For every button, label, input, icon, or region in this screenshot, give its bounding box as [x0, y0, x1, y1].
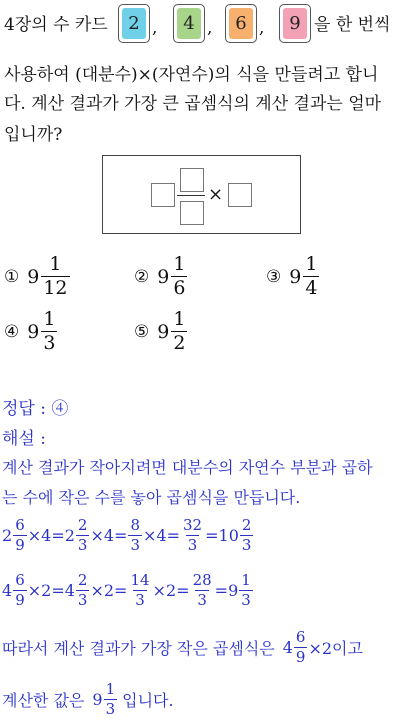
numerator: 1 — [305, 253, 318, 275]
denominator: 3 — [43, 332, 56, 354]
whole: 2 — [64, 526, 75, 545]
numerator: 1 — [105, 680, 116, 698]
problem-line2: 사용하여 (대분수)×(자연수)의 식을 만들려고 합니 — [4, 65, 379, 85]
numerator: 6 — [15, 516, 25, 534]
numerator: 1 — [173, 253, 186, 275]
operator: = — [205, 526, 219, 545]
fraction — [181, 518, 204, 553]
denominator: 9 — [15, 591, 25, 609]
equation-1 — [2, 518, 254, 553]
card-value: 9 — [289, 13, 301, 34]
choice-whole: 9 — [157, 265, 170, 288]
fraction — [191, 573, 214, 608]
card-fill — [122, 8, 146, 39]
whole-number-blank — [151, 183, 175, 207]
card-fill — [177, 8, 201, 39]
fraction-bar — [177, 195, 205, 196]
denominator-blank — [180, 201, 204, 225]
numerator-blank — [180, 168, 204, 192]
choice-fraction — [171, 310, 187, 353]
problem-line3: 다. 계산 결과가 가장 큰 곱셈식의 계산 결과는 얼마 — [4, 94, 382, 114]
operator: ×2= — [90, 581, 128, 600]
choice-5[interactable] — [134, 310, 187, 353]
choice-whole: 9 — [27, 265, 40, 288]
comma: , — [152, 18, 158, 38]
denominator: 3 — [130, 536, 141, 554]
card-fill — [229, 8, 253, 39]
conclusion-line-1 — [2, 630, 363, 665]
whole: 2 — [2, 526, 13, 545]
number-card-3 — [225, 4, 257, 43]
operator: ×2= — [27, 581, 65, 600]
denominator: 3 — [77, 591, 88, 609]
choice-whole: 9 — [289, 265, 302, 288]
choice-whole: 9 — [27, 320, 40, 343]
answer-label: 정답 : ④ — [2, 399, 69, 419]
choice-fraction — [41, 310, 57, 353]
explanation-text-2: 는 수에 작은 수를 놓아 곱셈식을 만듭니다. — [2, 488, 301, 507]
choice-1[interactable] — [4, 255, 70, 298]
fraction — [128, 518, 142, 553]
denominator: 4 — [305, 277, 318, 299]
problem-line1-tail: 을 한 번씩 — [314, 15, 391, 35]
comma: , — [207, 18, 213, 38]
fraction — [76, 573, 90, 608]
denominator: 9 — [15, 536, 25, 554]
conclusion-line-2 — [2, 682, 174, 717]
fraction — [104, 682, 118, 717]
numerator: 14 — [130, 571, 150, 589]
choice-mark: ⑤ — [134, 321, 150, 342]
card-value: 6 — [235, 13, 247, 34]
numerator: 6 — [15, 571, 25, 589]
numerator: 28 — [192, 571, 212, 589]
comma: , — [259, 18, 265, 38]
problem-intro: 4장의 수 카드 — [4, 15, 108, 35]
conclusion-text: 따라서 계산 결과가 가장 작은 곱셈식은 — [2, 639, 275, 658]
problem-line4: 입니까? — [4, 125, 63, 145]
choice-fraction — [41, 255, 69, 298]
card-value: 4 — [183, 13, 195, 34]
multiplier-blank — [228, 183, 252, 207]
fraction — [128, 573, 151, 608]
choice-mark: ③ — [266, 266, 282, 287]
whole: 10 — [218, 526, 239, 545]
explanation-label: 해설 : — [2, 429, 46, 449]
choice-mark: ② — [134, 266, 150, 287]
operator: ×4= — [90, 526, 128, 545]
fraction — [76, 518, 90, 553]
choice-mark: ④ — [4, 321, 20, 342]
whole: 4 — [2, 581, 13, 600]
numerator: 1 — [49, 253, 62, 275]
conclusion-text: 계산한 값은 — [2, 691, 85, 710]
explanation-text-1: 계산 결과가 작아지려면 대분수의 자연수 부분과 곱하 — [2, 458, 373, 477]
denominator: 3 — [135, 591, 145, 609]
numerator: 2 — [77, 516, 88, 534]
operator: ×4= — [143, 526, 181, 545]
numerator: 1 — [43, 308, 56, 330]
card-fill — [283, 8, 307, 39]
denominator: 12 — [43, 277, 68, 299]
operator: ×2= — [152, 581, 190, 600]
choice-2[interactable] — [134, 255, 187, 298]
fraction — [13, 518, 27, 553]
expression-frame — [102, 155, 301, 234]
denominator: 2 — [173, 332, 186, 354]
choice-mark: ① — [4, 266, 20, 287]
choice-fraction — [303, 255, 319, 298]
denominator: 3 — [105, 700, 116, 718]
numerator: 6 — [295, 628, 306, 646]
equation-2 — [2, 573, 254, 608]
numerator: 1 — [173, 308, 186, 330]
denominator: 3 — [241, 536, 252, 554]
number-card-4 — [279, 4, 311, 43]
conclusion-text: ×2이고 — [308, 639, 363, 658]
whole: 4 — [64, 581, 75, 600]
numerator: 1 — [241, 571, 251, 589]
conclusion-text: 입니다. — [122, 691, 174, 710]
whole: 9 — [92, 690, 103, 709]
choice-fraction — [171, 255, 187, 298]
whole: 4 — [282, 638, 293, 657]
fraction — [239, 573, 253, 608]
choice-3[interactable] — [266, 255, 319, 298]
denominator: 3 — [197, 591, 207, 609]
fraction — [240, 518, 254, 553]
operator: = — [214, 581, 229, 600]
number-card-2 — [173, 4, 205, 43]
card-value: 2 — [128, 13, 140, 34]
operator: ×4= — [27, 526, 65, 545]
denominator: 3 — [187, 536, 198, 554]
numerator: 2 — [77, 571, 88, 589]
denominator: 9 — [295, 648, 306, 666]
number-card-1 — [118, 4, 150, 43]
denominator: 3 — [241, 591, 251, 609]
numerator: 2 — [241, 516, 252, 534]
numerator: 8 — [130, 516, 141, 534]
denominator: 6 — [173, 277, 186, 299]
fraction — [294, 630, 308, 665]
choice-whole: 9 — [157, 320, 170, 343]
numerator: 32 — [183, 516, 203, 534]
fraction — [13, 573, 27, 608]
denominator: 3 — [77, 536, 88, 554]
choice-4[interactable] — [4, 310, 57, 353]
whole: 9 — [228, 581, 239, 600]
times-sign: × — [208, 184, 224, 205]
